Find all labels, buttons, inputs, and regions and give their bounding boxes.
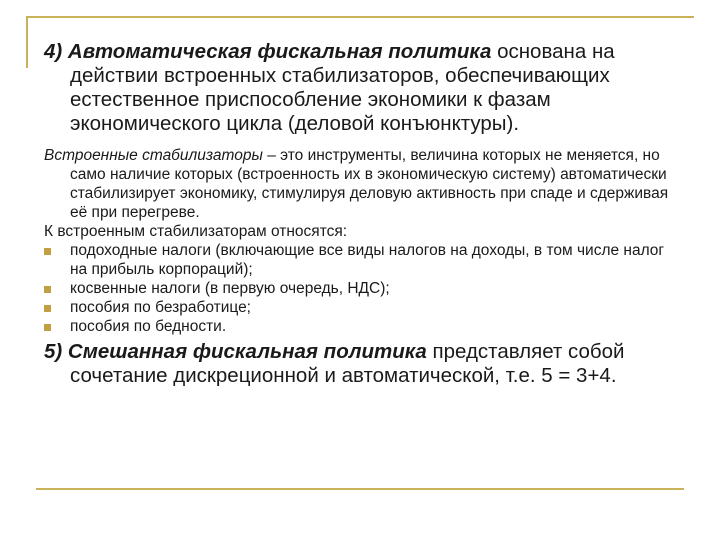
top-rule: [26, 16, 694, 18]
definition-text: – это инструменты, величина которых не меняется, но само наличие которых (встроенность их в экономическую систему) автоматически стабилизирует экономику, стимулируя деловую активность при спаде и сдерживая её при перегреве.: [70, 147, 669, 221]
automatic-policy-text: основана на действии встроенных стабилизаторов, обеспечивающих естественное приспособление экономики к фазам экономического цикла (деловой конъюнктуры).: [70, 40, 615, 135]
automatic-policy-heading: 4) Автоматическая фискальная политика: [44, 40, 492, 63]
square-bullet-icon: [44, 248, 51, 255]
bottom-rule: [36, 488, 684, 490]
mixed-policy-text: представляет собой сочетание дискреционной и автоматической, т.е. 5 = 3+4.: [70, 340, 625, 387]
list-item-text: косвенные налоги (в первую очередь, НДС);: [70, 280, 390, 297]
list-item-text: пособия по бедности.: [70, 318, 227, 335]
list-item: [44, 241, 684, 279]
mixed-policy-heading: 5) Смешанная фискальная политика: [44, 340, 427, 363]
paragraph-automatic-policy: [44, 40, 684, 136]
paragraph-definition: [44, 146, 684, 222]
paragraph-mixed-policy: [44, 340, 684, 388]
list-item: [44, 317, 684, 336]
definition-term: Встроенные стабилизаторы: [44, 147, 263, 164]
list-item: [44, 298, 684, 317]
stabilizer-list: [44, 241, 684, 336]
slide-content: [44, 40, 684, 398]
list-item: [44, 279, 684, 298]
left-rule: [26, 16, 28, 68]
list-item-text: подоходные налоги (включающие все виды налогов на доходы, в том числе налог на прибыль корпораций);: [70, 242, 665, 278]
list-item-text: пособия по безработице;: [70, 299, 251, 316]
square-bullet-icon: [44, 305, 51, 312]
list-intro: К встроенным стабилизаторам относятся:: [44, 223, 348, 240]
square-bullet-icon: [44, 324, 51, 331]
square-bullet-icon: [44, 286, 51, 293]
